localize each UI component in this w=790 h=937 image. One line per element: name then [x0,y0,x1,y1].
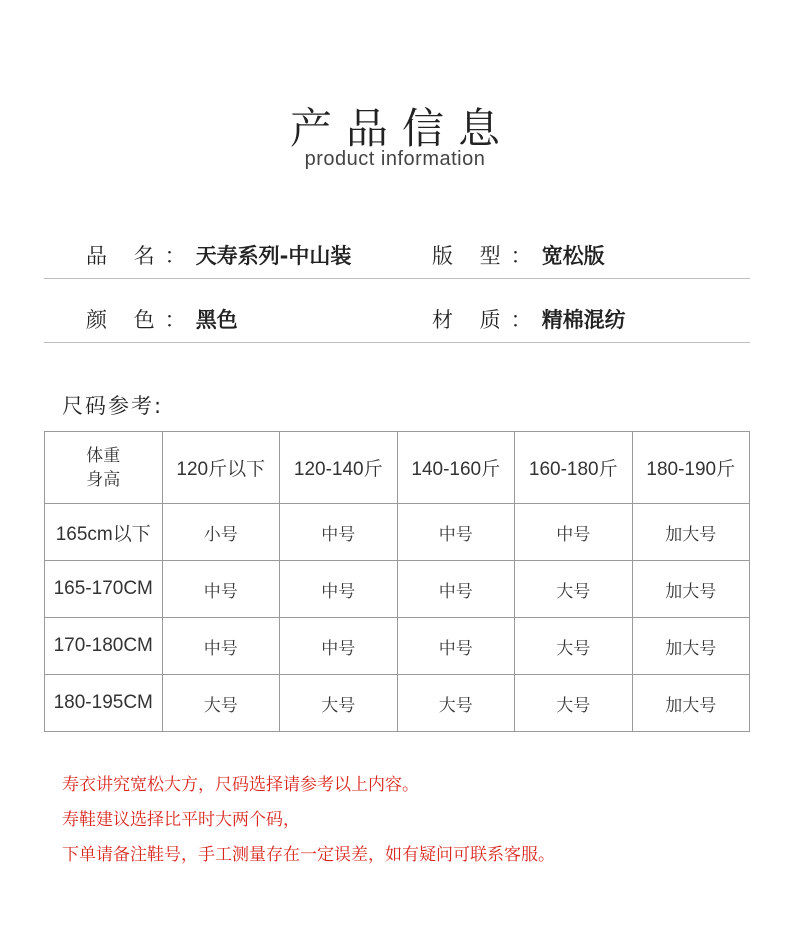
size-table-corner [45,432,163,504]
corner-weight-label: 体重 [86,445,121,466]
row-header: 165cm以下 [45,504,163,561]
table-row [45,618,750,675]
page-title: 产品信息 [289,104,514,153]
fit-field [432,240,605,270]
note-line: 下单请备注鞋号，手工测量存在一定误差，如有疑问可联系客服。 [62,845,555,865]
color-value: 黑色 [195,308,238,332]
product-name-label: 品 名： [86,244,196,268]
row-header: 165-170CM [45,561,163,618]
row-header: 170-180CM [45,618,163,675]
size-cell: 大号 [515,618,633,675]
size-cell: 大号 [162,675,280,732]
product-name-value: 天寿系列-中山装 [195,244,352,268]
size-cell: 加大号 [632,675,750,732]
row-header: 180-195CM [45,675,163,732]
size-cell: 中号 [162,618,280,675]
size-cell: 中号 [162,561,280,618]
size-cell: 中号 [280,504,398,561]
material-label: 材 质： [432,308,542,332]
size-chart-heading: 尺码参考: [62,394,164,418]
size-table-header-row [45,432,750,504]
fit-value: 宽松版 [541,244,605,268]
size-cell: 加大号 [632,561,750,618]
size-cell: 大号 [515,561,633,618]
column-header: 120-140斤 [280,432,398,504]
corner-height-label: 身高 [86,469,121,490]
info-row-1 [44,214,750,279]
color-label: 颜 色： [86,308,196,332]
page-subtitle: product information [304,148,486,170]
size-cell: 加大号 [632,504,750,561]
size-cell: 中号 [515,504,633,561]
size-cell: 小号 [162,504,280,561]
size-cell: 大号 [397,675,515,732]
column-header: 140-160斤 [397,432,515,504]
size-chart-table [44,431,750,732]
note-line: 寿衣讲究宽松大方，尺码选择请参考以上内容。 [62,775,419,795]
size-cell: 加大号 [632,618,750,675]
note-line: 寿鞋建议选择比平时大两个码， [62,810,300,830]
size-cell: 中号 [397,618,515,675]
info-row-2 [44,278,750,343]
fit-label: 版 型： [432,244,542,268]
size-cell: 中号 [280,561,398,618]
column-header: 120斤以下 [162,432,280,504]
product-name-field [86,240,351,270]
size-cell: 中号 [397,504,515,561]
size-cell: 中号 [397,561,515,618]
column-header: 180-190斤 [632,432,750,504]
color-field [86,304,238,334]
notes-block [62,768,555,873]
size-cell: 大号 [280,675,398,732]
size-cell: 中号 [280,618,398,675]
column-header: 160-180斤 [515,432,633,504]
table-row [45,675,750,732]
material-value: 精棉混纺 [541,308,626,332]
material-field [432,304,626,334]
table-row [45,561,750,618]
size-cell: 大号 [515,675,633,732]
table-row [45,504,750,561]
